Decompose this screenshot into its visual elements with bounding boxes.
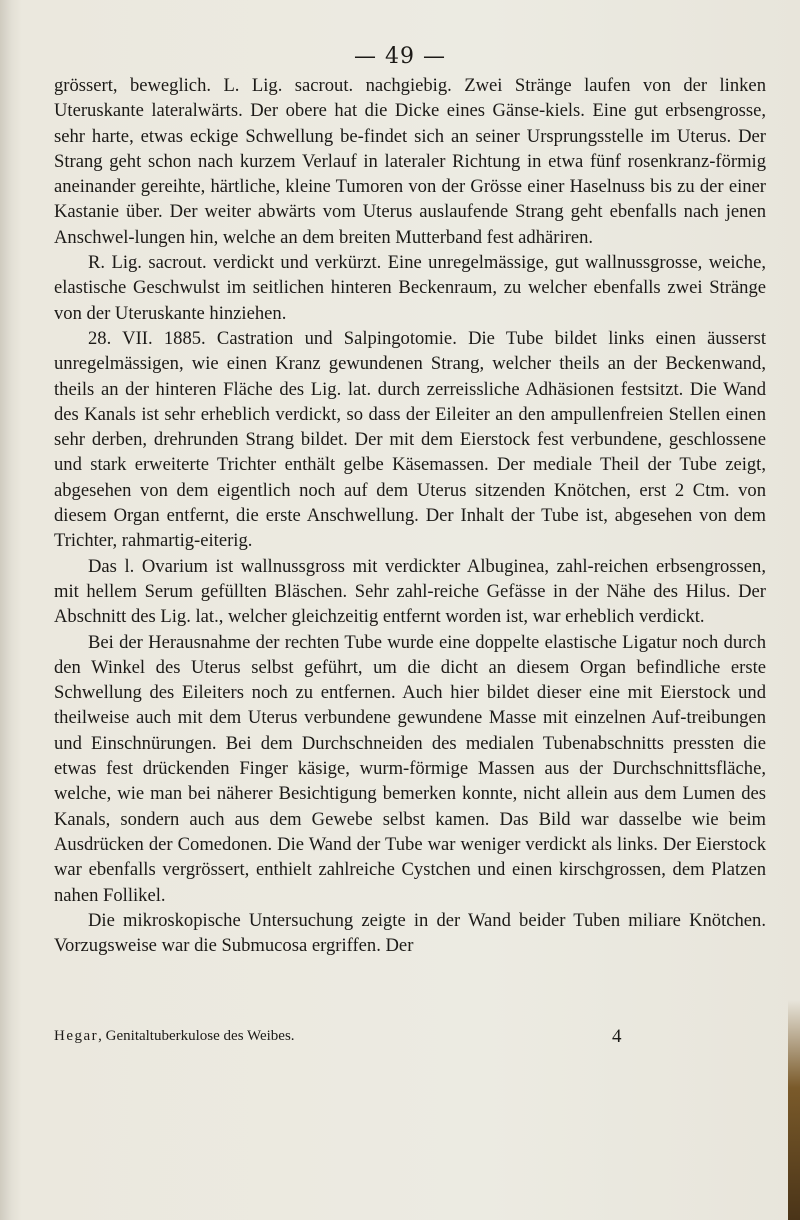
sheet-signature: 4: [612, 1026, 622, 1047]
paragraph: R. Lig. sacrout. verdickt und verkürzt. Eine unregelmässige, gut wallnussgrosse, weiche, elastische Geschwulst im seitlichen hinteren Beckenraum, zu welcher ebenfalls zwei Stränge von der Uteruskante hinziehen.: [54, 252, 766, 324]
paragraph: grössert, beweglich. L. Lig. sacrout. nachgiebig. Zwei Stränge laufen von der linken Uteruskante lateralwärts. Der obere hat die Dicke eines Gänse-kiels. Eine gut erbsengrosse, sehr harte, etwas eckige Schwellung be-findet sich an seiner Ursprungsstelle im Uterus. Der Strang geht schon nach kurzem Verlauf in lateraler Richtung in etwa fünf rosenkranz-förmig aneinander gereihte, härtliche, kleine Tumoren von der Grösse einer Haselnuss bis zu der einer Kastanie über. Der weiter abwärts vom Uterus auslaufende Strang geht ebenfalls nach jenen Anschwel-lungen hin, welche an dem breiten Mutterband fest adhäriren.: [54, 75, 766, 248]
page-binding-edge: [0, 0, 12, 1220]
paragraph: Die mikroskopische Untersuchung zeigte in der Wand beider Tuben miliare Knötchen. Vorzugsweise war die Submucosa ergriffen. Der: [54, 909, 766, 957]
paragraph: 28. VII. 1885. Castration und Salpingotomie. Die Tube bildet links einen äusserst unregelmässigen, wie einen Kranz gewundenen Strang, welcher theils an der Beckenwand, theils an der hinteren Fläche des Lig. lat. durch zerreissliche Adhäsionen festsitzt. Die Wand des Kanals ist sehr erheblich verdickt, so dass der Eileiter an den ampullenfreien Stellen einen sehr derben, drehrunden Strang bildet. Der mit dem Eierstock fest verbundene, geschlossene und stark erweiterte Trichter enthält gelbe Käsemassen. Der mediale Theil der Tube zeigt, abgesehen von dem eigentlich noch auf dem Uterus sitzenden Knötchen, erst 2 Ctm. von diesem Organ entfernt, die erste Anschwellung. Der Inhalt der Tube ist, abgesehen von dem Trichter, rahmartig-eiterig.: [54, 327, 766, 552]
footer-title: , Genitaltuberkulose des Weibes.: [98, 1028, 295, 1044]
page-number: — 49 —: [354, 44, 446, 69]
paragraph: Das l. Ovarium ist wallnussgross mit verdickter Albuginea, zahl-reichen erbsengrossen, mit hellem Serum gefüllten Bläschen. Sehr zahl-reiche Gefässe in der Nähe des Hilus. Der Abschnitt des Lig. lat., welcher gleichzeitig entfernt worden ist, war erheblich verdickt.: [54, 555, 766, 628]
footer-author: Hegar: [54, 1028, 99, 1044]
page-footer: [54, 1028, 766, 1052]
body-text: [54, 73, 766, 958]
paragraph: Bei der Herausnahme der rechten Tube wurde eine doppelte elastische Ligatur noch durch den Winkel des Uterus selbst geführt, um die dicht an diesem Organ befindliche erste Schwellung des Eileiters noch zu entfernen. Auch hier bildet dieser eine mit Eierstock und theilweise auch mit dem Uterus verbundene gewundene Masse mit einzelnen Auf-treibungen und Einschnürungen. Bei dem Durchschneiden des medialen Tubenabschnitts pressten die etwas fest drückenden Finger käsige, wurm-förmige Massen aus der Durchschnittsfläche, welche, wie man bei näherer Besichtigung bemerken konnte, nicht allein aus dem Lumen des Kanals, sondern auch aus dem Gewebe selbst kamen. Das Bild war dasselbe wie beim Ausdrücken der Comedonen. Die Wand der Tube war weniger verdickt als links. Der Eierstock war ebenfalls vergrössert, enthielt zahlreiche Cystchen und einen kirschgrossen, dem Platzen nahen Follikel.: [54, 631, 766, 906]
page-edge-shadow: [788, 1000, 800, 1220]
